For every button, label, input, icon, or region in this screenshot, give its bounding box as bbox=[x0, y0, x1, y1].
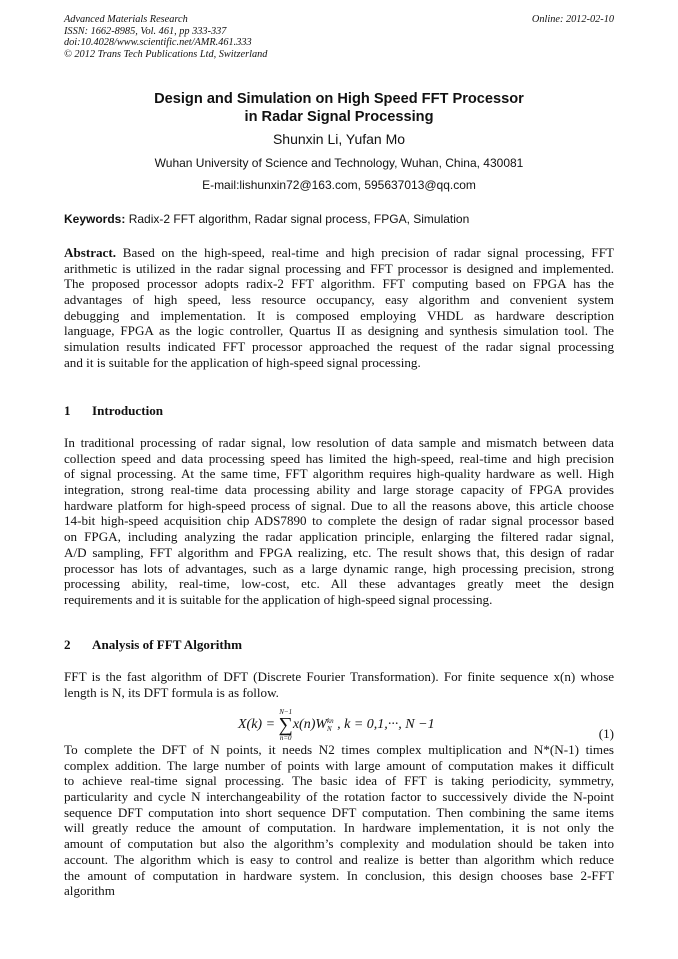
text-line bbox=[64, 292, 614, 308]
eq-sup: kn bbox=[327, 717, 334, 725]
text-line bbox=[64, 868, 614, 884]
line-text: complex addition. The large number of points with large amount of computation makes it difficult bbox=[64, 757, 614, 773]
dft-equation bbox=[238, 708, 435, 742]
text-line bbox=[64, 742, 614, 758]
line-text: sequence DFT computation into short sequence DFT computation. Then combining the same items bbox=[64, 804, 614, 820]
sum-upper: N−1 bbox=[279, 708, 293, 716]
keywords-text: Radix-2 FFT algorithm, Radar signal process, FPGA, Simulation bbox=[125, 212, 470, 226]
text-line bbox=[64, 545, 614, 561]
text-line bbox=[64, 435, 614, 451]
text-line bbox=[64, 261, 614, 277]
text-line bbox=[64, 561, 614, 577]
text-line bbox=[64, 592, 614, 608]
text-line bbox=[64, 339, 614, 355]
text-line bbox=[64, 685, 614, 701]
line-text: processor has lots of advantages, such as a large dynamic range, high processing precision, strong bbox=[64, 560, 614, 576]
line-text: debugging and implementation. It is composed employing VHDL as hardware description bbox=[64, 307, 614, 323]
line-text: In traditional processing of radar signal, low resolution of data sample and mismatch between data bbox=[64, 435, 614, 450]
text-line bbox=[64, 276, 614, 292]
title-line-1: Design and Simulation on High Speed FFT Processor bbox=[154, 91, 524, 107]
text-line bbox=[64, 576, 614, 592]
text-line bbox=[64, 669, 614, 685]
keywords bbox=[64, 212, 469, 226]
authors: Shunxin Li, Yufan Mo bbox=[272, 131, 406, 147]
line-text: arithmetic is utilized in the radar signal processing and FFT processor is designed and implemented. bbox=[64, 260, 614, 276]
equation-number: (1) bbox=[598, 726, 614, 741]
line-text: the amount of computation in hardware system. In conclusion, this design chooses base 2-FFT bbox=[64, 867, 614, 883]
line-text: to achieve real-time signal processing. The basic idea of FFT is taking periodicity, symmetry, bbox=[64, 773, 614, 789]
line-text: collection speed and data processing speed has limited the high-speed, real-time and high precision bbox=[64, 450, 614, 466]
introduction-paragraph bbox=[64, 435, 614, 608]
line-text: FFT is the fast algorithm of DFT (Discrete Fourier Transformation). For finite sequence x(n) whose bbox=[64, 669, 614, 684]
copyright: © 2012 Trans Tech Publications Ltd, Switzerland bbox=[64, 48, 268, 60]
paper-title bbox=[0, 90, 678, 126]
line-text: 14-bit high-speed acquisition chip ADS7890 to complete the design of radar signal processor based bbox=[64, 513, 614, 529]
line-text: integration, strong real-time data processing ability and large storage capacity of FPGA provides bbox=[64, 482, 614, 498]
title-line-2: in Radar Signal Processing bbox=[244, 109, 434, 125]
text-line bbox=[64, 513, 614, 529]
abstract bbox=[64, 245, 614, 371]
text-line bbox=[64, 758, 614, 774]
line-text: amount of computation but also the algorithm’s complexity and modulation should be taken into bbox=[64, 836, 614, 852]
text-line bbox=[64, 789, 614, 805]
line-text: Based on the high-speed, real-time and high precision of radar signal processing, FFT bbox=[116, 245, 614, 260]
section-title: Introduction bbox=[92, 403, 164, 418]
line-text: The proposed processor adopts radix-2 FFT algorithm. FFT computing based on FPGA has the bbox=[64, 276, 614, 292]
line-text: will greatly reduce the amount of computation. In hardware implementation, it is not only the bbox=[64, 820, 614, 836]
abstract-label: Abstract. bbox=[64, 245, 116, 260]
online-date: Online: 2012-02-10 bbox=[531, 14, 614, 25]
section-number: 1 bbox=[64, 403, 71, 418]
fft-analysis-paragraph bbox=[64, 742, 614, 899]
line-text: length is N, its DFT formula is as follow. bbox=[64, 684, 279, 700]
eq-sub: N bbox=[327, 725, 332, 733]
line-text: language, FPGA as the logic controller, Quartus II as designing and synthesis simulation tool. The bbox=[64, 323, 614, 339]
line-text: particularity and cycle N interchangeability of the rotation factor to successively divide the N-point bbox=[64, 789, 614, 805]
section-1-heading bbox=[64, 403, 163, 419]
line-text: on FPGA, including analyzing the radar application principle, enlarging the filtered radar signal, bbox=[64, 529, 614, 545]
journal-header bbox=[64, 14, 267, 60]
eq-tail: , k = 0,1,···, N −1 bbox=[333, 717, 435, 733]
section-2-heading bbox=[64, 637, 242, 653]
line-text: requirements and it is suitable for the application of high-speed signal processing. bbox=[64, 591, 493, 607]
text-line bbox=[64, 466, 614, 482]
line-text: To complete the DFT of N points, it needs N2 times complex multiplication and N*(N-1) times bbox=[64, 742, 614, 757]
text-line bbox=[64, 773, 614, 789]
text-line bbox=[64, 836, 614, 852]
text-line bbox=[64, 355, 614, 371]
eq-lhs: X(k) = bbox=[238, 717, 279, 733]
text-line bbox=[64, 820, 614, 836]
text-line bbox=[64, 883, 614, 899]
text-line bbox=[64, 482, 614, 498]
affiliation: Wuhan University of Science and Technology, Wuhan, China, 430081 bbox=[154, 156, 524, 170]
text-line bbox=[64, 323, 614, 339]
section-number: 2 bbox=[64, 637, 71, 652]
line-text: of signal processing. At the same time, FFT algorithm requires high-quality hardware as well. High bbox=[64, 466, 614, 482]
fft-intro-paragraph bbox=[64, 669, 614, 700]
line-text: simulation results indicated FFT processor approached the request of the radar signal processing bbox=[64, 339, 614, 355]
keywords-label: Keywords: bbox=[64, 212, 126, 226]
text-line bbox=[64, 245, 614, 261]
text-line bbox=[64, 498, 614, 514]
line-text: A/D sampling, FFT algorithm and FPGA realizing, etc. The result shows that, this design of radar bbox=[64, 544, 614, 560]
issn: ISSN: 1662-8985, Vol. 461, pp 333-337 bbox=[64, 25, 227, 37]
sum-sign: ∑ bbox=[278, 714, 293, 736]
text-line bbox=[64, 451, 614, 467]
doi: doi:10.4028/www.scientific.net/AMR.461.333 bbox=[64, 37, 252, 48]
line-text: processing ability, real-time, low-cost, etc. All these advantages greatly meet the design bbox=[64, 576, 614, 592]
text-line bbox=[64, 308, 614, 324]
line-text: algorithm bbox=[64, 883, 115, 899]
journal-name: Advanced Materials Research bbox=[64, 14, 188, 25]
line-text: advantages of high speed, less resource occupancy, easy algorithm and convenient system bbox=[64, 292, 614, 308]
text-line bbox=[64, 529, 614, 545]
sum-lower: n=0 bbox=[279, 734, 292, 742]
text-line bbox=[64, 852, 614, 868]
email: E-mail:lishunxin72@163.com, 595637013@qq.com bbox=[202, 178, 476, 192]
line-text: account. The algorithm which is easy to control and realize is better than algorithm which reduce bbox=[64, 851, 614, 867]
section-title: Analysis of FFT Algorithm bbox=[92, 637, 242, 652]
line-text: and it is suitable for the application of high-speed signal processing. bbox=[64, 354, 421, 370]
text-line bbox=[64, 805, 614, 821]
line-text: hardware platform for high-speed process of signal. Due to all the reasons above, this article choose bbox=[64, 497, 614, 513]
eq-body: x(n)W bbox=[292, 717, 328, 733]
